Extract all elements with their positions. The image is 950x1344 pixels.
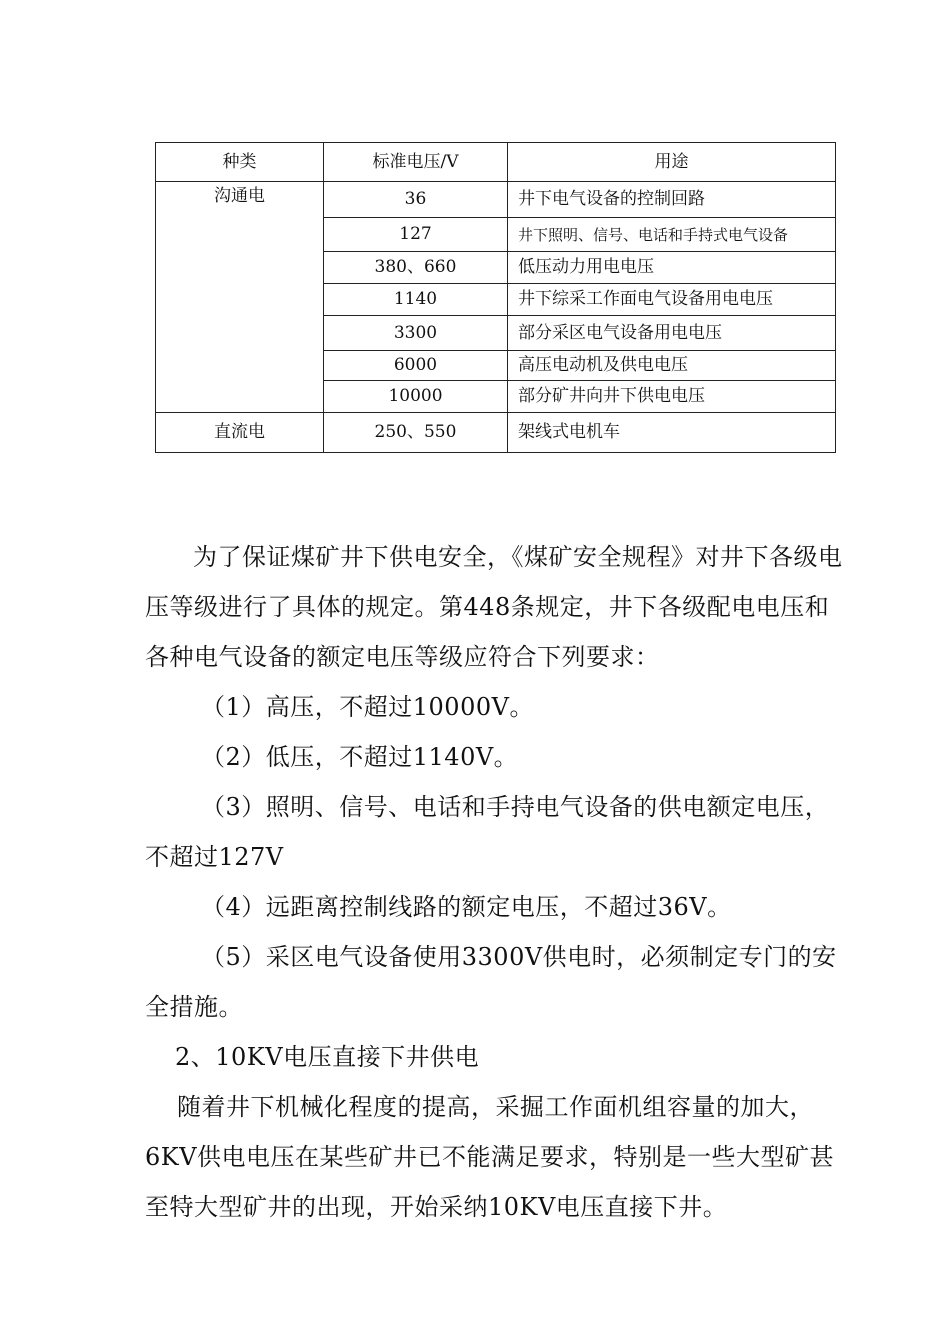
use-cell: 架线式电机车	[508, 413, 836, 453]
voltage-standards-table	[155, 142, 836, 453]
section-paragraph: 随着井下机械化程度的提高，采掘工作面机组容量的加大，6KV供电电压在某些矿井已不能满足要求，特别是一些大型矿甚至特大型矿井的出现，开始采纳10KV电压直接下井。	[145, 1093, 835, 1221]
header-use: 用途	[508, 143, 836, 182]
requirement-item-4: （4）远距离控制线路的额定电压，不超过36V。	[201, 893, 732, 921]
voltage-cell: 380、660	[324, 252, 508, 284]
use-cell: 部分采区电气设备用电电压	[508, 316, 836, 351]
voltage-cell: 1140	[324, 284, 508, 316]
requirement-item-5: （5）采区电气设备使用3300V供电时，必须制定专门的安全措施。	[145, 943, 837, 1021]
use-cell: 井下照明、信号、电话和手持式电气设备	[508, 218, 836, 252]
requirement-item-2: （2）低压，不超过1140V。	[201, 743, 519, 771]
requirement-item-3: （3）照明、信号、电话和手持电气设备的供电额定电压，不超过127V	[145, 793, 830, 871]
requirement-item-1: （1）高压，不超过10000V。	[201, 693, 534, 721]
table-row	[156, 182, 836, 218]
header-voltage: 标准电压/V	[324, 143, 508, 182]
use-cell: 高压电动机及供电电压	[508, 351, 836, 381]
voltage-cell: 6000	[324, 351, 508, 381]
table-row	[156, 413, 836, 453]
table-header-row	[156, 143, 836, 182]
use-cell: 井下电气设备的控制回路	[508, 182, 836, 218]
voltage-cell: 10000	[324, 381, 508, 413]
use-cell: 井下综采工作面电气设备用电电压	[508, 284, 836, 316]
section-heading: 2、10KV电压直接下井供电	[175, 1043, 480, 1071]
type-cell-dc: 直流电	[156, 413, 324, 453]
voltage-cell: 127	[324, 218, 508, 252]
body-text	[145, 532, 850, 1232]
type-cell-ac: 沟通电	[156, 182, 324, 413]
intro-paragraph: 为了保证煤矿井下供电安全，《煤矿安全规程》对井下各级电压等级进行了具体的规定。第448条规定，井下各级配电电压和各种电气设备的额定电压等级应符合下列要求：	[145, 543, 843, 671]
voltage-cell: 36	[324, 182, 508, 218]
use-cell: 低压动力用电电压	[508, 252, 836, 284]
use-cell: 部分矿井向井下供电电压	[508, 381, 836, 413]
voltage-cell: 250、550	[324, 413, 508, 453]
voltage-cell: 3300	[324, 316, 508, 351]
header-type: 种类	[156, 143, 324, 182]
